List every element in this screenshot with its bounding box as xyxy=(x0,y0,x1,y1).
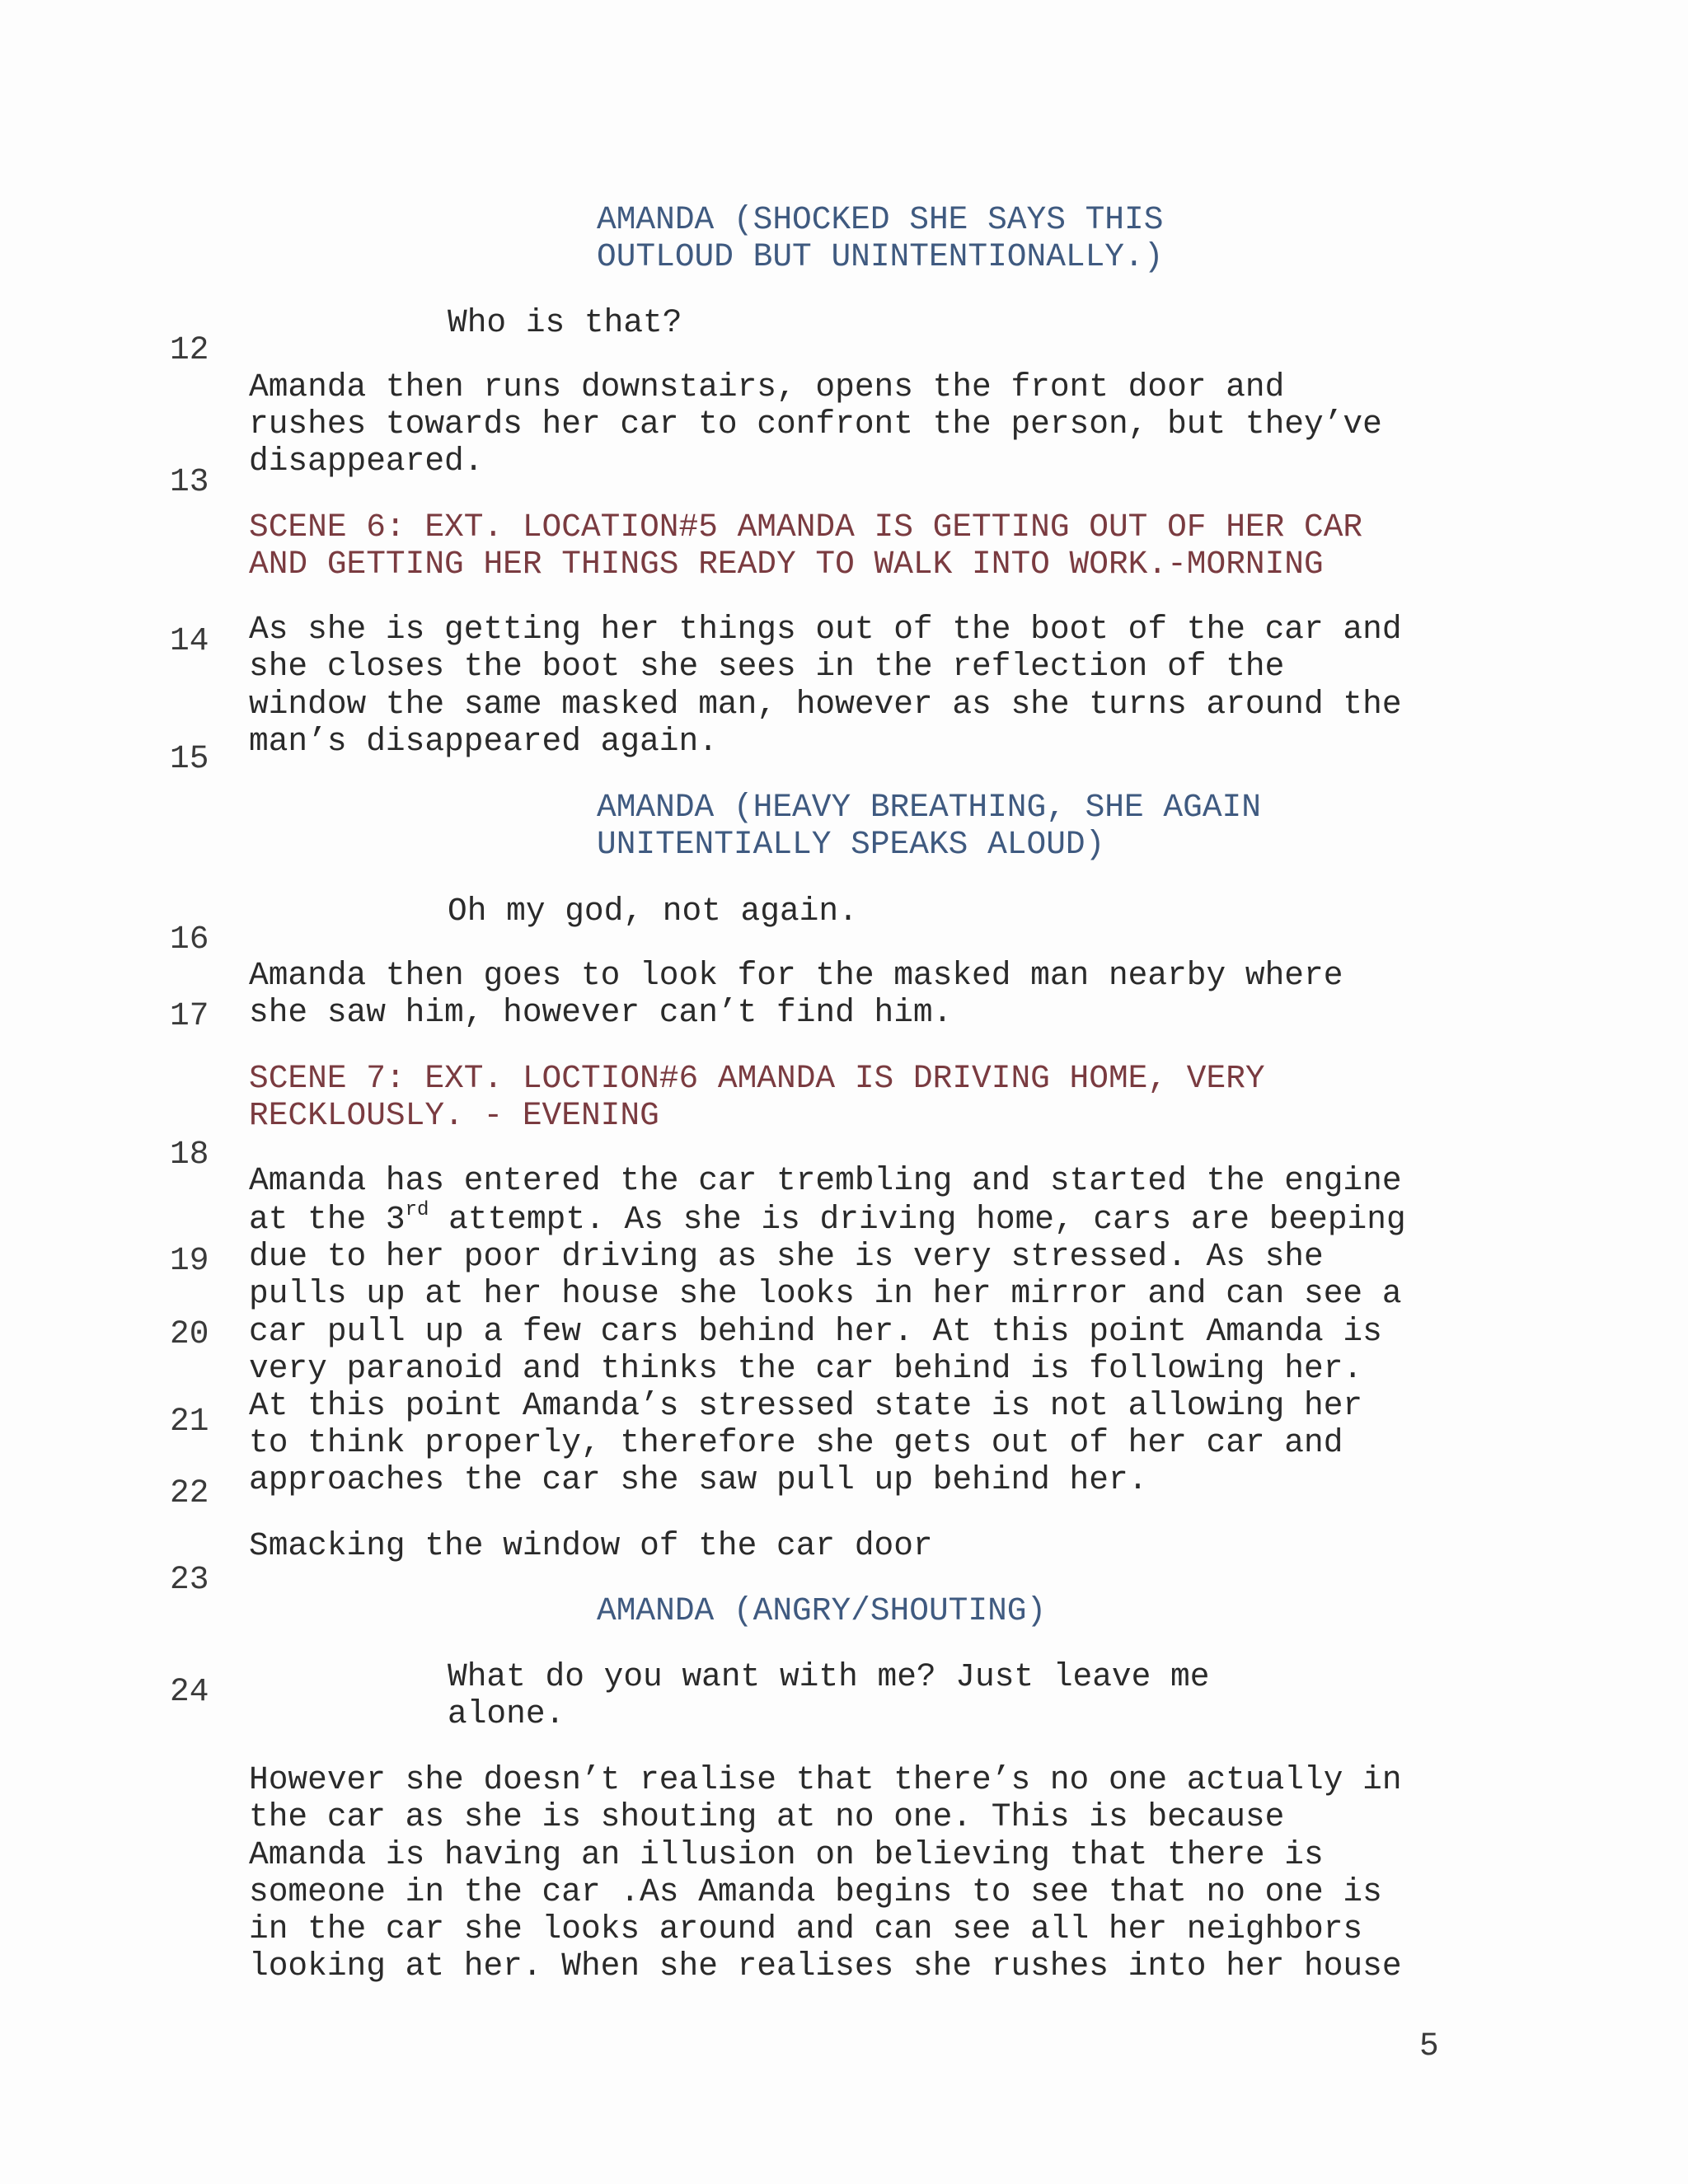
scene-heading: AND GETTING HER THINGS READY TO WALK INTO WORK.-MORNING xyxy=(249,546,1324,583)
line-number: 21 xyxy=(170,1403,209,1440)
action-line: in the car she looks around and can see all her neighbors xyxy=(249,1910,1363,1947)
action-line: approaches the car she saw pull up behind her. xyxy=(249,1461,1148,1498)
action-line: looking at her. When she realises she rushes into her house xyxy=(249,1947,1402,1985)
action-line: Amanda then runs downstairs, opens the front door and xyxy=(249,368,1285,405)
action-line: Smacking the window of the car door xyxy=(249,1527,933,1564)
dialogue-line: alone. xyxy=(448,1695,565,1732)
action-line: very paranoid and thinks the car behind is following her. xyxy=(249,1350,1363,1387)
action-line: disappeared. xyxy=(249,443,484,480)
action-line: At this point Amanda’s stressed state is not allowing her xyxy=(249,1387,1363,1424)
line-number: 24 xyxy=(170,1673,209,1710)
action-text: at the 3 xyxy=(249,1201,406,1238)
character-cue: OUTLOUD BUT UNINTENTIONALLY.) xyxy=(597,238,1164,275)
character-cue: UNITENTIALLY SPEAKS ALOUD) xyxy=(597,826,1105,863)
action-line: someone in the car .As Amanda begins to see that no one is xyxy=(249,1873,1382,1910)
dialogue-line: Who is that? xyxy=(448,304,682,341)
action-line: she closes the boot she sees in the reflection of the xyxy=(249,648,1285,685)
line-number: 19 xyxy=(170,1242,209,1279)
action-line: to think properly, therefore she gets out of her car and xyxy=(249,1424,1343,1461)
action-line: However she doesn’t realise that there’s no one actually in xyxy=(249,1761,1402,1798)
character-cue: AMANDA (SHOCKED SHE SAYS THIS xyxy=(597,201,1164,238)
action-line: window the same masked man, however as she turns around the xyxy=(249,686,1402,723)
line-number: 17 xyxy=(170,997,209,1034)
action-line: car pull up a few cars behind her. At this point Amanda is xyxy=(249,1313,1382,1350)
character-cue: AMANDA (ANGRY/SHOUTING) xyxy=(597,1592,1047,1629)
character-cue: AMANDA (HEAVY BREATHING, SHE AGAIN xyxy=(597,789,1261,826)
action-line: As she is getting her things out of the boot of the car and xyxy=(249,611,1402,648)
action-line: pulls up at her house she looks in her mirror and can see a xyxy=(249,1275,1402,1312)
line-number: 13 xyxy=(170,463,209,500)
action-line xyxy=(249,1199,1406,1238)
scene-heading: RECKLOUSLY. - EVENING xyxy=(249,1097,659,1134)
scene-heading: SCENE 7: EXT. LOCTION#6 AMANDA IS DRIVING HOME, VERY xyxy=(249,1060,1265,1097)
line-number: 23 xyxy=(170,1561,209,1598)
action-line: rushes towards her car to confront the person, but they’ve xyxy=(249,405,1382,443)
ordinal-suffix: rd xyxy=(405,1199,429,1221)
action-line: Amanda then goes to look for the masked man nearby where xyxy=(249,957,1343,994)
line-number: 15 xyxy=(170,740,209,777)
dialogue-line: Oh my god, not again. xyxy=(448,893,858,930)
action-line: due to her poor driving as she is very stressed. As she xyxy=(249,1238,1324,1275)
dialogue-line: What do you want with me? Just leave me xyxy=(448,1658,1210,1695)
line-number: 18 xyxy=(170,1136,209,1173)
action-line: the car as she is shouting at no one. This is because xyxy=(249,1798,1285,1835)
action-line: Amanda has entered the car trembling and started the engine xyxy=(249,1162,1402,1199)
scene-heading: SCENE 6: EXT. LOCATION#5 AMANDA IS GETTING OUT OF HER CAR xyxy=(249,509,1363,546)
line-number: 12 xyxy=(170,331,209,368)
action-text: attempt. As she is driving home, cars are beeping xyxy=(429,1201,1406,1238)
page-number: 5 xyxy=(1419,2027,1439,2064)
line-number: 14 xyxy=(170,622,209,659)
action-line: Amanda is having an illusion on believing that there is xyxy=(249,1836,1324,1873)
line-number: 16 xyxy=(170,921,209,958)
action-line: she saw him, however can’t find him. xyxy=(249,994,953,1031)
line-number: 22 xyxy=(170,1474,209,1511)
action-line: man’s disappeared again. xyxy=(249,723,718,760)
line-number: 20 xyxy=(170,1315,209,1352)
